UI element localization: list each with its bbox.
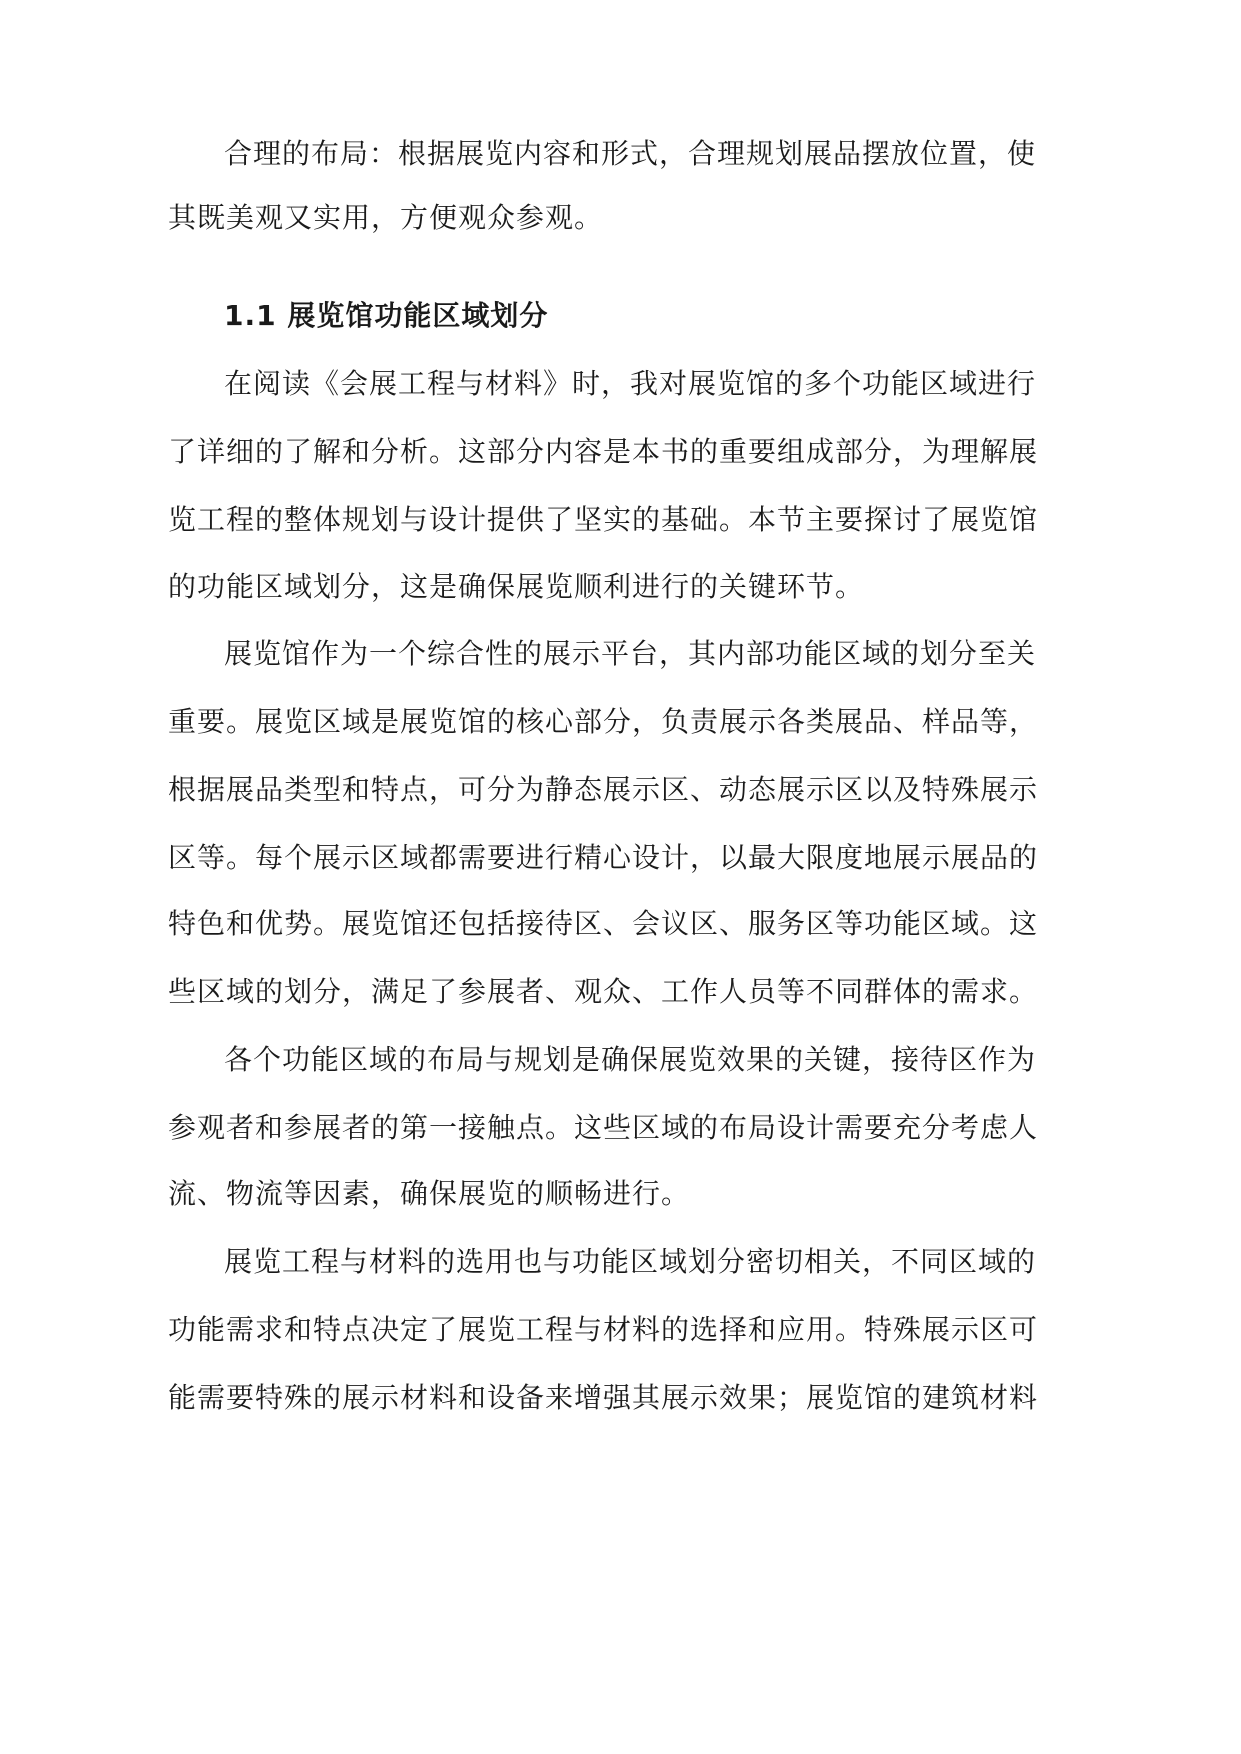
paragraph-line: 的功能区域划分，这是确保展览顺利进行的关键环节。	[168, 570, 865, 603]
paragraph-line: 重要。展览区域是展览馆的核心部分，负责展示各类展品、样品等，	[168, 705, 1039, 738]
paragraph-line: 根据展品类型和特点，可分为静态展示区、动态展示区以及特殊展示	[168, 773, 1039, 806]
paragraph-line: 参观者和参展者的第一接触点。这些区域的布局设计需要充分考虑人	[168, 1111, 1039, 1144]
paragraph-line: 展览工程与材料的选用也与功能区域划分密切相关，不同区域的	[224, 1245, 1037, 1278]
paragraph-line: 各个功能区域的布局与规划是确保展览效果的关键，接待区作为	[224, 1043, 1037, 1076]
paragraph-line: 流、物流等因素，确保展览的顺畅进行。	[168, 1177, 691, 1210]
paragraph-line: 合理的布局：根据展览内容和形式，合理规划展品摆放位置，使	[224, 137, 1037, 170]
paragraph-line: 在阅读《会展工程与材料》时，我对展览馆的多个功能区域进行	[224, 367, 1037, 400]
paragraph-line: 些区域的划分，满足了参展者、观众、工作人员等不同群体的需求。	[168, 975, 1039, 1008]
paragraph-line: 区等。每个展示区域都需要进行精心设计，以最大限度地展示展品的	[168, 841, 1039, 874]
paragraph-line: 展览馆作为一个综合性的展示平台，其内部功能区域的划分至关	[224, 637, 1037, 670]
paragraph-line: 览工程的整体规划与设计提供了坚实的基础。本节主要探讨了展览馆	[168, 503, 1039, 536]
section-heading: 1.1 展览馆功能区域划分	[224, 299, 549, 332]
paragraph-line: 特色和优势。展览馆还包括接待区、会议区、服务区等功能区域。这	[168, 907, 1039, 940]
paragraph-line: 其既美观又实用，方便观众参观。	[168, 201, 604, 234]
paragraph-line: 能需要特殊的展示材料和设备来增强其展示效果；展览馆的建筑材料	[168, 1381, 1039, 1414]
paragraph-line: 了详细的了解和分析。这部分内容是本书的重要组成部分，为理解展	[168, 435, 1039, 468]
paragraph-line: 功能需求和特点决定了展览工程与材料的选择和应用。特殊展示区可	[168, 1313, 1039, 1346]
